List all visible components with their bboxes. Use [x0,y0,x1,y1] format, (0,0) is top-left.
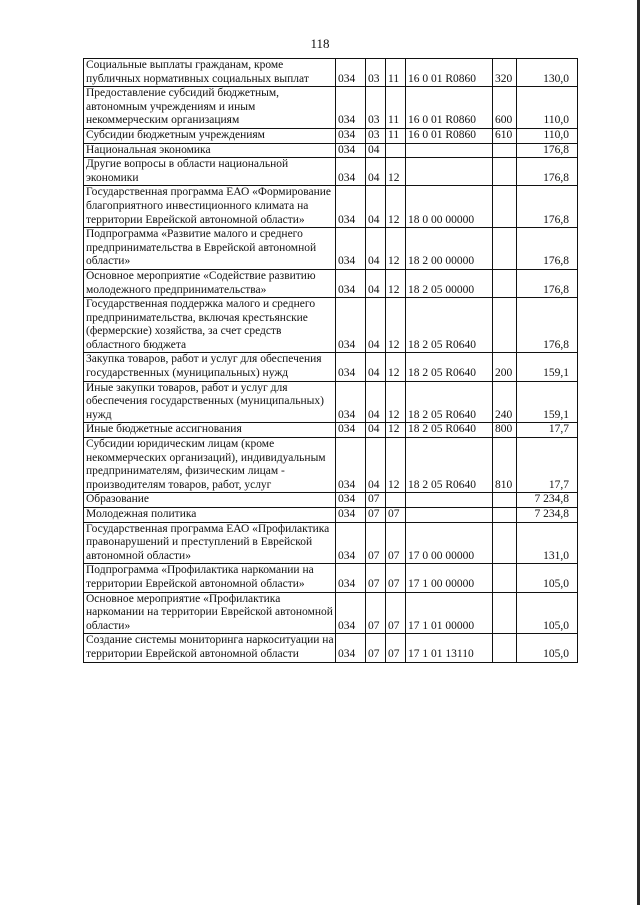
budget-table-body [84,59,578,663]
row-expense-type [493,522,517,564]
row-subsection-code: 12 [386,158,406,186]
row-section-code: 04 [366,298,386,353]
row-name: Подпрограмма «Развитие малого и среднего предпринимательства в Еврейской автономной области» [84,228,336,270]
row-section-code: 07 [366,634,386,662]
row-amount: 105,0 [517,634,578,662]
row-amount: 131,0 [517,522,578,564]
row-expense-type: 200 [493,353,517,381]
row-expense-type: 320 [493,59,517,87]
row-name: Молодежная политика [84,508,336,523]
row-subsection-code: 12 [386,298,406,353]
row-amount: 176,8 [517,228,578,270]
row-expense-type: 800 [493,423,517,438]
row-target-article: 18 2 05 R0640 [406,438,493,493]
row-ved-code: 034 [336,592,366,634]
table-row [84,564,578,592]
row-name: Субсидии юридическим лицам (кроме некоммерческих организаций), индивидуальным предпринимателям, физическим лицам - производителям товаров, работ, услуг [84,438,336,493]
row-amount: 105,0 [517,592,578,634]
row-amount: 176,8 [517,158,578,186]
row-section-code: 07 [366,508,386,523]
row-subsection-code: 07 [386,522,406,564]
row-target-article: 18 0 00 00000 [406,186,493,228]
row-section-code: 04 [366,143,386,158]
row-subsection-code: 12 [386,228,406,270]
table-row [84,59,578,87]
row-target-article: 18 2 05 R0640 [406,298,493,353]
row-expense-type [493,508,517,523]
row-expense-type [493,634,517,662]
row-amount: 159,1 [517,353,578,381]
row-expense-type [493,493,517,508]
row-ved-code: 034 [336,128,366,143]
table-row [84,508,578,523]
row-expense-type [493,592,517,634]
row-amount: 176,8 [517,186,578,228]
row-section-code: 04 [366,158,386,186]
table-row [84,493,578,508]
row-section-code: 04 [366,381,386,423]
row-expense-type: 600 [493,87,517,129]
row-target-article: 17 1 00 00000 [406,564,493,592]
row-target-article [406,493,493,508]
table-row [84,423,578,438]
row-target-article: 16 0 01 R0860 [406,87,493,129]
row-amount: 159,1 [517,381,578,423]
table-row [84,353,578,381]
table-row [84,381,578,423]
table-row [84,438,578,493]
row-target-article: 16 0 01 R0860 [406,59,493,87]
row-ved-code: 034 [336,269,366,297]
row-name: Государственная программа ЕАО «Формирование благоприятного инвестиционного климата на территории Еврейской автономной области» [84,186,336,228]
row-section-code: 07 [366,522,386,564]
row-ved-code: 034 [336,143,366,158]
row-name: Государственная поддержка малого и среднего предпринимательства, включая крестьянские (фермерские) хозяйства, за счет средств областного бюджета [84,298,336,353]
row-section-code: 04 [366,353,386,381]
row-section-code: 07 [366,493,386,508]
table-row [84,87,578,129]
row-section-code: 04 [366,269,386,297]
row-amount: 110,0 [517,128,578,143]
row-ved-code: 034 [336,186,366,228]
row-amount: 7 234,8 [517,493,578,508]
row-section-code: 04 [366,423,386,438]
row-amount: 17,7 [517,438,578,493]
table-row [84,298,578,353]
row-name: Предоставление субсидий бюджетным, автономным учреждениям и иным некоммерческим организациям [84,87,336,129]
row-subsection-code: 12 [386,186,406,228]
row-subsection-code: 12 [386,438,406,493]
row-section-code: 03 [366,59,386,87]
row-subsection-code: 07 [386,634,406,662]
row-name: Иные закупки товаров, работ и услуг для обеспечения государственных (муниципальных) нужд [84,381,336,423]
row-ved-code: 034 [336,59,366,87]
row-amount: 105,0 [517,564,578,592]
row-target-article: 18 2 05 00000 [406,269,493,297]
row-name: Образование [84,493,336,508]
row-ved-code: 034 [336,634,366,662]
table-row [84,269,578,297]
row-name: Субсидии бюджетным учреждениям [84,128,336,143]
row-expense-type: 610 [493,128,517,143]
row-subsection-code: 07 [386,564,406,592]
row-amount: 130,0 [517,59,578,87]
row-section-code: 03 [366,128,386,143]
row-amount: 17,7 [517,423,578,438]
row-target-article: 18 2 05 R0640 [406,381,493,423]
row-expense-type [493,228,517,270]
row-expense-type [493,298,517,353]
row-amount: 176,8 [517,298,578,353]
row-target-article: 17 1 01 00000 [406,592,493,634]
row-expense-type [493,186,517,228]
row-name: Основное мероприятие «Профилактика наркомании на территории Еврейской автономной области» [84,592,336,634]
row-ved-code: 034 [336,438,366,493]
row-target-article [406,508,493,523]
row-expense-type [493,158,517,186]
row-target-article [406,143,493,158]
row-subsection-code: 12 [386,423,406,438]
row-name: Иные бюджетные ассигнования [84,423,336,438]
row-expense-type [493,564,517,592]
row-target-article: 16 0 01 R0860 [406,128,493,143]
row-section-code: 04 [366,438,386,493]
table-row [84,158,578,186]
row-target-article [406,158,493,186]
row-name: Подпрограмма «Профилактика наркомании на территории Еврейской автономной области» [84,564,336,592]
row-target-article: 18 2 05 R0640 [406,423,493,438]
row-ved-code: 034 [336,564,366,592]
row-expense-type: 240 [493,381,517,423]
row-ved-code: 034 [336,423,366,438]
row-subsection-code: 11 [386,128,406,143]
row-ved-code: 034 [336,522,366,564]
row-ved-code: 034 [336,228,366,270]
table-row [84,634,578,662]
row-amount: 7 234,8 [517,508,578,523]
row-name: Национальная экономика [84,143,336,158]
row-name: Создание системы мониторинга наркоситуации на территории Еврейской автономной области [84,634,336,662]
budget-table [83,58,578,663]
table-row [84,128,578,143]
row-subsection-code: 12 [386,269,406,297]
row-section-code: 03 [366,87,386,129]
row-name: Основное мероприятие «Содействие развитию молодежного предпринимательства» [84,269,336,297]
row-expense-type: 810 [493,438,517,493]
row-name: Государственная программа ЕАО «Профилактика правонарушений и преступлений в Еврейской автономной области» [84,522,336,564]
row-subsection-code: 11 [386,59,406,87]
row-target-article: 18 2 00 00000 [406,228,493,270]
row-amount: 176,8 [517,143,578,158]
row-section-code: 04 [366,228,386,270]
row-subsection-code [386,143,406,158]
row-section-code: 04 [366,186,386,228]
row-ved-code: 034 [336,298,366,353]
row-subsection-code: 12 [386,381,406,423]
table-row [84,592,578,634]
row-ved-code: 034 [336,353,366,381]
table-row [84,186,578,228]
row-section-code: 07 [366,592,386,634]
row-ved-code: 034 [336,508,366,523]
row-ved-code: 034 [336,158,366,186]
row-subsection-code: 07 [386,592,406,634]
table-row [84,228,578,270]
row-target-article: 18 2 05 R0640 [406,353,493,381]
row-name: Другие вопросы в области национальной экономики [84,158,336,186]
row-section-code: 07 [366,564,386,592]
row-subsection-code: 12 [386,353,406,381]
row-target-article: 17 1 01 13110 [406,634,493,662]
row-expense-type [493,143,517,158]
table-row [84,143,578,158]
row-name: Закупка товаров, работ и услуг для обеспечения государственных (муниципальных) нужд [84,353,336,381]
row-expense-type [493,269,517,297]
row-subsection-code: 07 [386,508,406,523]
table-row [84,522,578,564]
row-target-article: 17 0 00 00000 [406,522,493,564]
row-name: Социальные выплаты гражданам, кроме публичных нормативных социальных выплат [84,59,336,87]
row-ved-code: 034 [336,493,366,508]
row-amount: 110,0 [517,87,578,129]
row-ved-code: 034 [336,87,366,129]
row-amount: 176,8 [517,269,578,297]
page-number: 118 [310,36,330,51]
row-subsection-code: 11 [386,87,406,129]
row-subsection-code [386,493,406,508]
row-ved-code: 034 [336,381,366,423]
